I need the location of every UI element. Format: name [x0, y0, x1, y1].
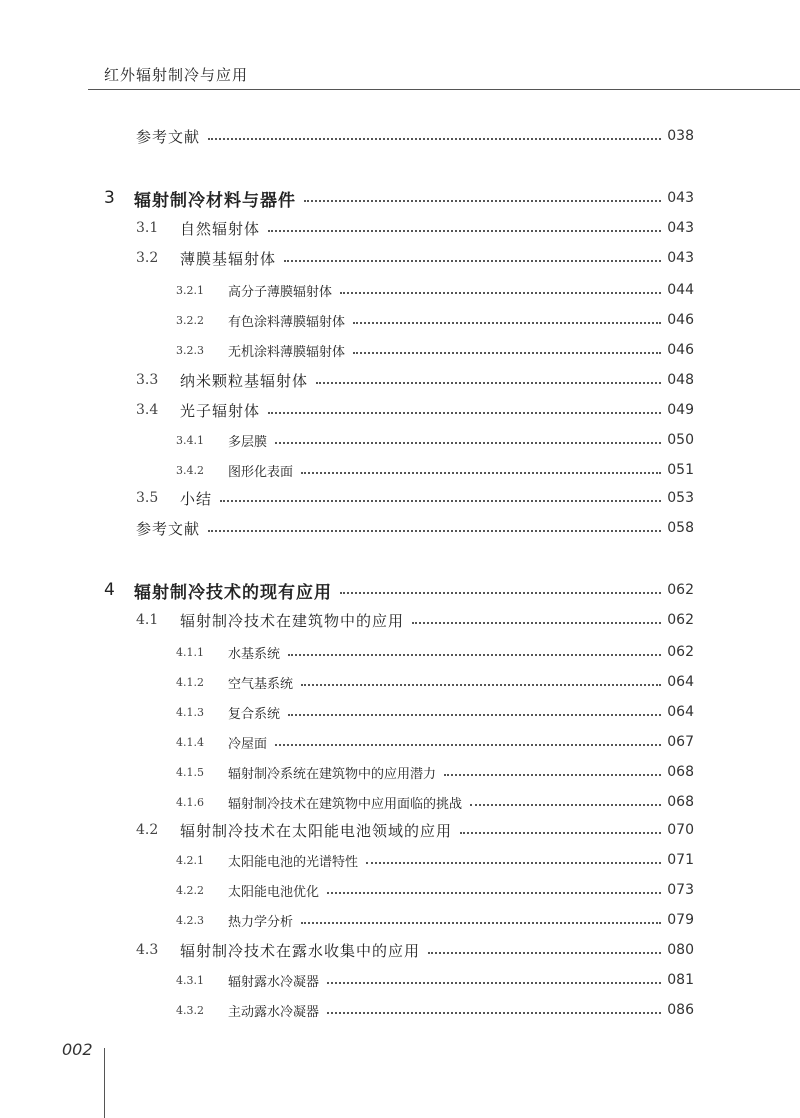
- toc-entry-number: 4.2: [136, 822, 159, 838]
- toc-entry[interactable]: [136, 398, 694, 422]
- toc-entry-number: 4.2.1: [176, 853, 204, 867]
- toc-entry-page: 070: [667, 822, 694, 838]
- toc-entry[interactable]: [176, 998, 694, 1022]
- toc-entry[interactable]: [176, 640, 694, 664]
- toc-entry-number: 4.3.1: [176, 973, 204, 987]
- toc-entry-number: 4.1.5: [176, 765, 204, 779]
- toc-entry[interactable]: [136, 486, 694, 510]
- toc-entry-number: 4.1.6: [176, 795, 204, 809]
- toc-entry-title: 辐射制冷技术在建筑物中应用面临的挑战: [228, 796, 463, 812]
- toc-entry-number: 4.1.3: [176, 705, 204, 719]
- toc-entry-title: 有色涂料薄膜辐射体: [228, 314, 346, 330]
- toc-entry-number: 3.2.2: [176, 313, 204, 327]
- toc-entry[interactable]: [136, 818, 694, 842]
- dot-leader: [340, 592, 661, 594]
- toc-entry-title: 辐射制冷技术在建筑物中的应用: [180, 611, 405, 630]
- toc-entry[interactable]: [176, 730, 694, 754]
- toc-entry-page: 086: [667, 1002, 694, 1018]
- toc-entry-number: 3.4.1: [176, 433, 204, 447]
- footer-rule: [104, 1048, 105, 1118]
- dot-leader: [460, 832, 661, 834]
- toc-entry-page: 058: [667, 520, 694, 536]
- toc-entry[interactable]: [176, 458, 694, 482]
- dot-leader: [208, 138, 661, 140]
- toc-entry-title: 太阳能电池优化: [228, 884, 320, 900]
- dot-leader: [353, 322, 661, 324]
- toc-entry-title: 复合系统: [228, 706, 281, 722]
- toc-entry-title: 主动露水冷凝器: [228, 1004, 320, 1020]
- toc-entry-page: 038: [667, 128, 694, 144]
- toc-entry-page: 049: [667, 402, 694, 418]
- toc-entry[interactable]: [136, 368, 694, 392]
- dot-leader: [353, 352, 661, 354]
- toc-entry-number: 3.4.2: [176, 463, 204, 477]
- dot-leader: [366, 862, 661, 864]
- toc-entry-title: 辐射露水冷凝器: [228, 974, 320, 990]
- toc-entry-title: 光子辐射体: [180, 401, 261, 420]
- toc-entry-page: 043: [667, 190, 694, 206]
- toc-entry-number: 3.3: [136, 372, 159, 388]
- dot-leader: [220, 500, 661, 502]
- toc-entry-page: 064: [667, 674, 694, 690]
- toc-entry-title: 自然辐射体: [180, 219, 261, 238]
- toc-entry-title: 太阳能电池的光谱特性: [228, 854, 359, 870]
- toc-entry[interactable]: [136, 216, 694, 240]
- toc-entry[interactable]: [136, 938, 694, 962]
- dot-leader: [327, 1012, 661, 1014]
- toc-entry[interactable]: [176, 308, 694, 332]
- dot-leader: [470, 804, 661, 806]
- toc-entry-page: 068: [667, 794, 694, 810]
- dot-leader: [288, 714, 661, 716]
- dot-leader: [428, 952, 661, 954]
- toc-entry[interactable]: [176, 278, 694, 302]
- toc-entry-page: 043: [667, 250, 694, 266]
- dot-leader: [208, 530, 661, 532]
- toc-entry[interactable]: [176, 428, 694, 452]
- toc-entry-title: 辐射制冷材料与器件: [134, 190, 296, 211]
- toc-entry[interactable]: [136, 608, 694, 632]
- toc-entry-page: 067: [667, 734, 694, 750]
- toc-entry-number: 3.2.3: [176, 343, 204, 357]
- toc-entry[interactable]: [104, 578, 694, 602]
- toc-entry-number: 3.2: [136, 250, 159, 266]
- toc-entry-title: 水基系统: [228, 646, 281, 662]
- toc-entry-page: 048: [667, 372, 694, 388]
- toc-entry-page: 073: [667, 882, 694, 898]
- toc-entry-page: 062: [667, 582, 694, 598]
- toc-entry-number: 4.1.1: [176, 645, 204, 659]
- toc-entry-title: 冷屋面: [228, 736, 268, 752]
- toc-entry-page: 043: [667, 220, 694, 236]
- toc-entry-number: 4.1.2: [176, 675, 204, 689]
- dot-leader: [316, 382, 661, 384]
- toc-entry-number: 4.3.2: [176, 1003, 204, 1017]
- toc-entry-page: 051: [667, 462, 694, 478]
- toc-entry-title: 高分子薄膜辐射体: [228, 284, 333, 300]
- toc-entry-page: 044: [667, 282, 694, 298]
- toc-entry-page: 046: [667, 342, 694, 358]
- toc-entry[interactable]: [176, 790, 694, 814]
- dot-leader: [340, 292, 661, 294]
- dot-leader: [301, 922, 661, 924]
- dot-leader: [304, 200, 661, 202]
- dot-leader: [288, 654, 661, 656]
- toc-entry-title: 小结: [180, 489, 213, 508]
- toc-entry-number: 4.2.3: [176, 913, 204, 927]
- dot-leader: [268, 230, 661, 232]
- toc-entry-page: 046: [667, 312, 694, 328]
- toc-entry-page: 081: [667, 972, 694, 988]
- toc-entry-title: 辐射制冷技术在露水收集中的应用: [180, 941, 421, 960]
- dot-leader: [327, 982, 661, 984]
- toc-entry-title: 多层膜: [228, 434, 268, 450]
- toc-entry[interactable]: [176, 968, 694, 992]
- toc-entry-page: 062: [667, 612, 694, 628]
- dot-leader: [327, 892, 661, 894]
- toc-entry[interactable]: [136, 516, 694, 540]
- toc-entry-title: 参考文献: [136, 127, 201, 146]
- toc-entry-title: 薄膜基辐射体: [180, 249, 277, 268]
- toc-entry-number: 3.4: [136, 402, 159, 418]
- toc-entry-title: 辐射制冷系统在建筑物中的应用潜力: [228, 766, 437, 782]
- toc-entry-title: 图形化表面: [228, 464, 294, 480]
- toc-entry-title: 无机涂料薄膜辐射体: [228, 344, 346, 360]
- dot-leader: [275, 744, 661, 746]
- toc-entry-title: 辐射制冷技术的现有应用: [134, 582, 332, 603]
- toc-entry-title: 辐射制冷技术在太阳能电池领域的应用: [180, 821, 453, 840]
- toc-entry-number: 3: [104, 188, 115, 208]
- toc-entry-number: 4: [104, 580, 115, 600]
- toc-entry-title: 参考文献: [136, 519, 201, 538]
- dot-leader: [301, 472, 661, 474]
- toc-entry-page: 062: [667, 644, 694, 660]
- toc-entry[interactable]: [176, 908, 694, 932]
- toc-entry-title: 纳米颗粒基辐射体: [180, 371, 309, 390]
- dot-leader: [284, 260, 661, 262]
- toc-entry-page: 053: [667, 490, 694, 506]
- toc-entry-page: 068: [667, 764, 694, 780]
- toc-entry-title: 空气基系统: [228, 676, 294, 692]
- dot-leader: [301, 684, 661, 686]
- toc-entry[interactable]: [176, 338, 694, 362]
- running-header-title: 红外辐射制冷与应用: [104, 66, 249, 84]
- toc-entry-page: 079: [667, 912, 694, 928]
- toc-entry-title: 热力学分析: [228, 914, 294, 930]
- toc-entry-number: 4.1: [136, 612, 159, 628]
- toc-entry-number: 4.2.2: [176, 883, 204, 897]
- toc-entry[interactable]: [176, 878, 694, 902]
- toc-entry-page: 064: [667, 704, 694, 720]
- toc-entry[interactable]: [176, 670, 694, 694]
- toc-entry[interactable]: [176, 848, 694, 872]
- toc-entry-number: 4.1.4: [176, 735, 204, 749]
- toc-entry[interactable]: [176, 700, 694, 724]
- toc-entry-page: 080: [667, 942, 694, 958]
- toc-entry-number: 3.5: [136, 490, 159, 506]
- toc-entry-number: 3.2.1: [176, 283, 204, 297]
- toc-entry[interactable]: [136, 246, 694, 270]
- dot-leader: [444, 774, 661, 776]
- toc-entry[interactable]: [104, 186, 694, 210]
- toc-entry-number: 4.3: [136, 942, 159, 958]
- dot-leader: [268, 412, 661, 414]
- dot-leader: [275, 442, 661, 444]
- toc-entry[interactable]: [176, 760, 694, 784]
- page-number: 002: [62, 1040, 93, 1059]
- toc-entry-page: 071: [667, 852, 694, 868]
- dot-leader: [412, 622, 661, 624]
- toc-entry-page: 050: [667, 432, 694, 448]
- toc-entry-number: 3.1: [136, 220, 159, 236]
- toc-entry[interactable]: [136, 124, 694, 148]
